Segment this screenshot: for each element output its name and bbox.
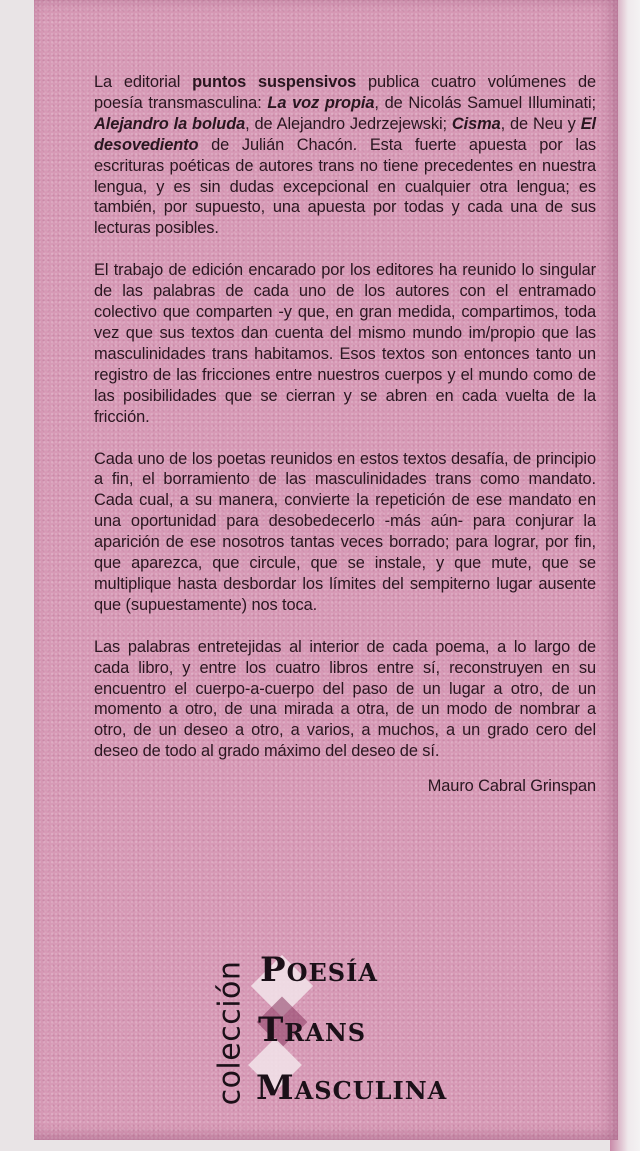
back-cover-text <box>94 72 596 797</box>
paragraph-3: Cada uno de los poetas reunidos en estos textos desafía, de principio a fin, el borramiento de las masculinidades trans como mandato. Cada cual, a su manera, convierte la repetición de ese mandato en una oportunidad para desobedecerlo -más aún- para conjurar la aparición de ese nosotros tantas veces borrado; para lograr, por fin, que aparezca, que circule, que se instale, y que mute, que se multiplique hasta desbordar los límites del sempiterno lugar ausente que (supuestamente) nos toca. <box>94 449 596 614</box>
p1-text-1: La editorial <box>94 73 193 91</box>
logo-word-trans: Trans <box>258 1010 367 1050</box>
logo-word-masculina: Masculina <box>256 1068 448 1108</box>
publisher-name: puntos suspensivos <box>192 73 357 91</box>
collection-logo <box>214 938 474 1128</box>
book-title-1: La voz propia <box>267 93 375 112</box>
p1-text-3: , de Nicolás Samuel Illuminati; <box>374 93 596 112</box>
book-title-3: Cisma <box>451 114 501 133</box>
paragraph-4: Las palabras entretejidas al interior de cada poema, a lo largo de cada libro, y entre los cuatro libros entre sí, reconstruyen en su encuentro el cuerpo-a-cuerpo del paso de un lugar a otro, de un momento a otro, de una mirada a otra, de un modo de nombrar a otro, de un deseo a otro, a varios, a muchos, a un grado cero del deseo de todo al grado máximo del deseo de sí. <box>94 637 596 761</box>
book-title-2: Alejandro la boluda <box>94 114 246 133</box>
coleccion-label: colección <box>212 960 248 1106</box>
author-signature: Mauro Cabral Grinspan <box>427 777 596 796</box>
book-title-4: El desovediento <box>94 114 596 154</box>
p1-text-5: , de Neu y <box>500 114 581 133</box>
p1-text-4: , de Alejandro Jedrzejewski; <box>245 114 452 133</box>
p1-text-2: publica cuatro volúmenes de poesía transmasculina: <box>94 73 596 112</box>
paragraph-2: El trabajo de edición encarado por los editores ha reunido lo singular de las palabras de cada uno de los autores con el entramado colectivo que comparten -y que, en gran medida, compartimos, toda vez que sus textos dan cuenta del mismo mundo im/propio que las masculinidades trans habitamos. Esos textos son entonces tanto un registro de las fricciones entre nuestros cuerpos y el mundo como de las posibilidades que se cierran y se abren en cada vuelta de la fricción. <box>94 261 596 426</box>
p1-text-6: de Julián Chacón. Esta fuerte apuesta por las escrituras poéticas de autores trans no tiene precedentes en nuestra lengua, y es sin dudas excepcional en cualquier otra lengua; es también, por supuesto, una apuesta por todas y cada una de sus lecturas posibles. <box>94 135 596 238</box>
paragraph-1 <box>94 72 596 239</box>
collection-vertical-label <box>214 938 246 1128</box>
logo-word-poesia: Poesía <box>260 950 378 990</box>
